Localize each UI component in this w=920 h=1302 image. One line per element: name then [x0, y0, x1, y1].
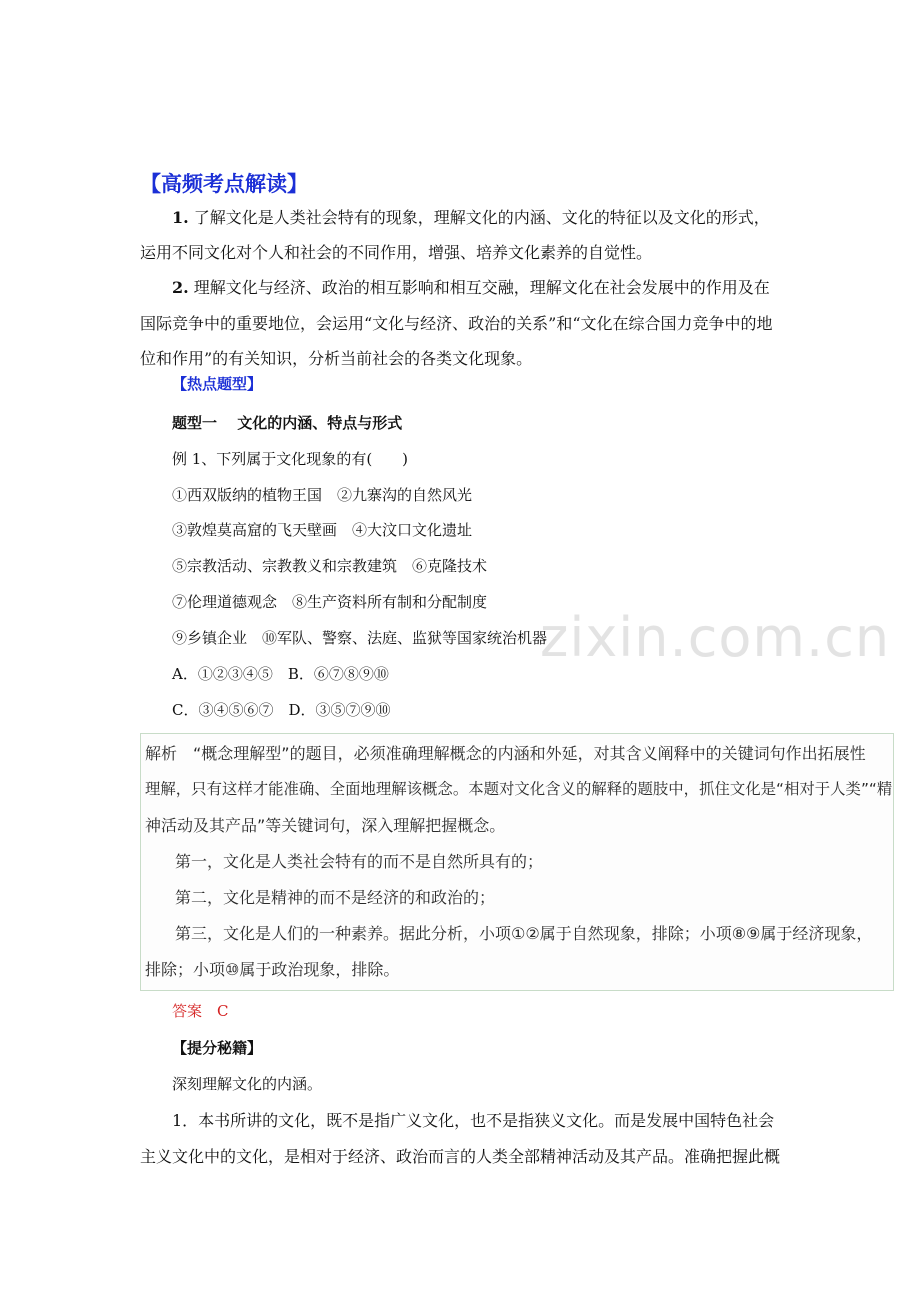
point-1-number: 1.	[172, 208, 189, 227]
analysis-line: 理解，只有这样才能准确、全面地理解该概念。本题对文化含义的解释的题肢中，抓住文化是“相对于人类”“精	[145, 780, 893, 798]
example-question: 例 1、下列属于文化现象的有( )	[172, 450, 409, 468]
example-item: ⑤宗教活动、宗教教义和宗教建筑 ⑥克隆技术	[172, 557, 488, 575]
answer: 答案 C	[172, 1002, 229, 1020]
analysis-line: 神活动及其产品”等关键词句，深入理解把握概念。	[145, 816, 506, 835]
point-2-number: 2.	[172, 278, 189, 297]
tips-line: 1．本书所讲的文化，既不是指广义文化，也不是指狭义文化。而是发展中国特色社会	[172, 1111, 775, 1130]
analysis-line: 排除；小项⑩属于政治现象，排除。	[145, 960, 400, 979]
point-2-line-2: 国际竞争中的重要地位，会运用“文化与经济、政治的关系”和“文化在综合国力竞争中的地	[140, 314, 773, 333]
point-1-line-2: 运用不同文化对个人和社会的不同作用，增强、培养文化素养的自觉性。	[140, 243, 653, 262]
point-2-text: 理解文化与经济、政治的相互影响和相互交融，理解文化在社会发展中的作用及在	[188, 278, 770, 297]
example-item: ③敦煌莫高窟的飞天壁画 ④大汶口文化遗址	[172, 521, 473, 539]
example-item: ⑨乡镇企业 ⑩军队、警察、法庭、监狱等国家统治机器	[172, 629, 548, 647]
analysis-box	[140, 733, 894, 991]
point-2-line-3: 位和作用”的有关知识，分析当前社会的各类文化现象。	[140, 349, 533, 368]
section-title: 【高频考点解读】	[140, 172, 308, 196]
point-1-text: 了解文化是人类社会特有的现象，理解文化的内涵、文化的特征以及文化的形式，	[188, 208, 770, 227]
point-2-line-1	[172, 270, 770, 305]
answer-option: C．③④⑤⑥⑦ D．③⑤⑦⑨⑩	[172, 701, 391, 719]
answer-option: A．①②③④⑤ B．⑥⑦⑧⑨⑩	[172, 665, 389, 683]
analysis-line: 解析 “概念理解型”的题目，必须准确理解概念的内涵和外延，对其含义阐释中的关键词句作出拓展性	[145, 744, 866, 763]
tips-intro: 深刻理解文化的内涵。	[172, 1075, 323, 1093]
analysis-line: 第一，文化是人类社会特有的而不是自然所具有的；	[175, 852, 544, 871]
question-type-title: 题型一 文化的内涵、特点与形式	[172, 414, 403, 432]
analysis-line: 第三，文化是人们的一种素养。据此分析，小项①②属于自然现象，排除；小项⑧⑨属于经济现象，	[175, 924, 873, 943]
analysis-line: 第二，文化是精神的而不是经济的和政治的；	[175, 888, 496, 907]
example-item: ⑦伦理道德观念 ⑧生产资料所有制和分配制度	[172, 593, 488, 611]
watermark: zixin.com.cn	[540, 606, 891, 669]
tips-line: 主义文化中的文化，是相对于经济、政治而言的人类全部精神活动及其产品。准确把握此概	[140, 1147, 781, 1166]
point-1-line-1	[172, 200, 770, 235]
tips-title: 【提分秘籍】	[172, 1039, 263, 1057]
example-item: ①西双版纳的植物王国 ②九寨沟的自然风光	[172, 486, 473, 504]
hot-topics-title: 【热点题型】	[172, 375, 263, 393]
